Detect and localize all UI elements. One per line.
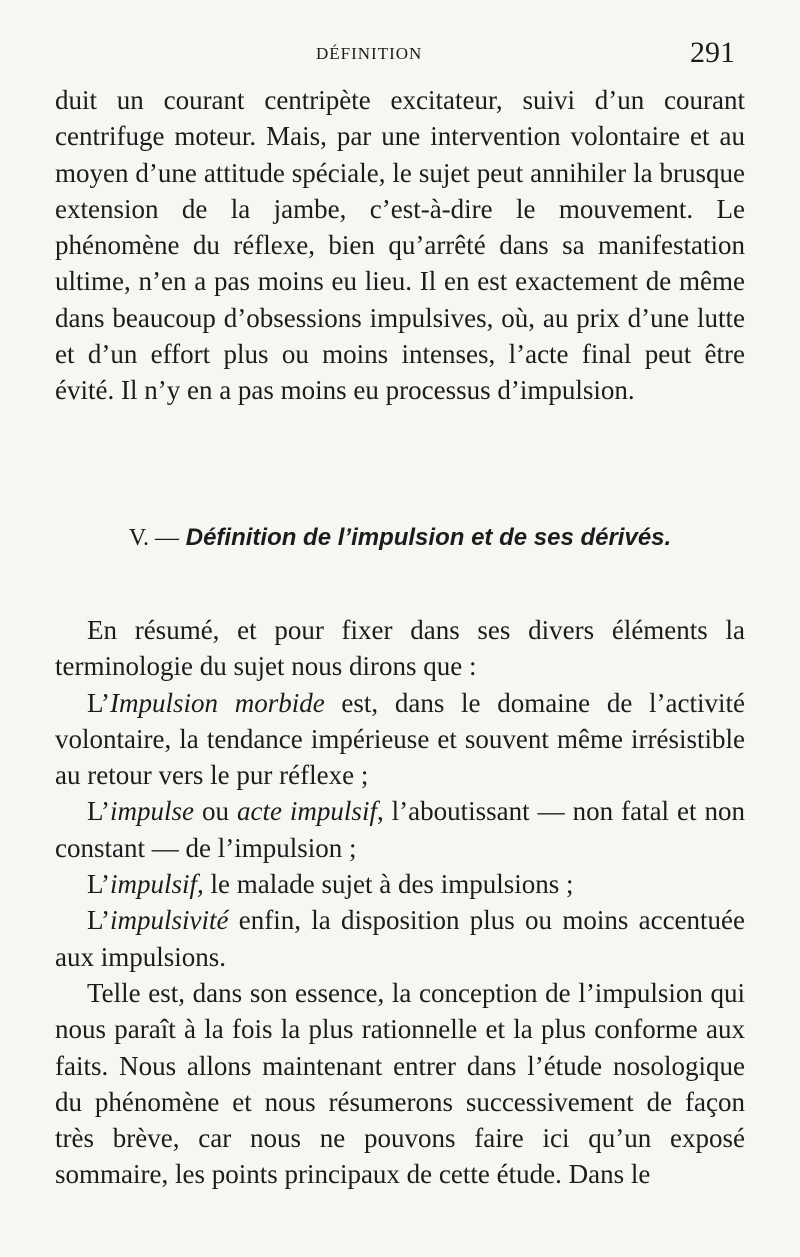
section-heading (55, 522, 745, 554)
definition-term: impulsivité (110, 905, 229, 936)
definition-prefix: L’ (87, 687, 111, 718)
definition-item (55, 866, 745, 902)
definition-text: est, dans le domaine de l’activité volontaire, la tendance impérieuse et souvent même irrésistible au retour vers le pur réflexe ; (55, 687, 745, 791)
page-header (0, 36, 800, 76)
running-title: DÉFINITION (316, 44, 423, 63)
definition-text: le malade sujet à des impulsions ; (203, 869, 574, 900)
definition-text: , l’aboutissant — non fatal et non constant — de l’impulsion ; (55, 796, 746, 863)
definition-prefix: L’ (87, 796, 111, 827)
closing-paragraph: Telle est, dans son essence, la conception de l’impulsion qui nous paraît à la fois la plus rationnelle et la plus conforme aux faits. Nous allons maintenant entrer dans l’étude nosologique du phénomène et nous résumerons successivement de façon très brève, car nous ne pouvons faire ici qu’un exposé sommaire, les points principaux de cette étude. Dans le (55, 977, 745, 1190)
paragraph: duit un courant centripète excitateur, suivi d’un courant centrifuge moteur. Mais, par une intervention volontaire et au moyen d’une attitude spéciale, le sujet peut annihiler la brusque extension de la jambe, c’est-à-dire le mouvement. Le phénomène du réflexe, bien qu’arrêté dans sa manifestation ultime, n’en a pas moins eu lieu. Il en est exactement de même dans beaucoup d’obsessions impulsives, où, au prix d’une lutte et d’un effort plus ou moins intenses, l’acte final peut être évité. Il n’y en a pas moins eu processus d’impulsion. (55, 85, 745, 406)
definition-term: impulsif, (110, 869, 204, 900)
definition-term-2: acte impulsif (236, 796, 377, 827)
definition-item (55, 902, 745, 975)
body-text-bottom (55, 612, 745, 1193)
definition-middle: ou (194, 796, 237, 827)
definition-prefix: L’ (87, 905, 111, 936)
intro-paragraph: En résumé, et pour fixer dans ses divers éléments la terminologie du sujet nous dirons que : (55, 615, 745, 682)
section-title: Définition de l’impulsion et de ses dérivés. (185, 524, 672, 551)
definition-item (55, 685, 745, 794)
definition-item (55, 793, 745, 866)
page-number: 291 (690, 36, 735, 69)
section-number: V. — (128, 525, 180, 551)
definition-term: impulse (110, 796, 195, 827)
definition-text: enfin, la disposition plus ou moins accentuée aux impulsions. (55, 905, 745, 972)
body-text-top (55, 82, 745, 409)
definition-term: Impulsion morbide (110, 687, 325, 718)
definition-prefix: L’ (87, 869, 111, 900)
